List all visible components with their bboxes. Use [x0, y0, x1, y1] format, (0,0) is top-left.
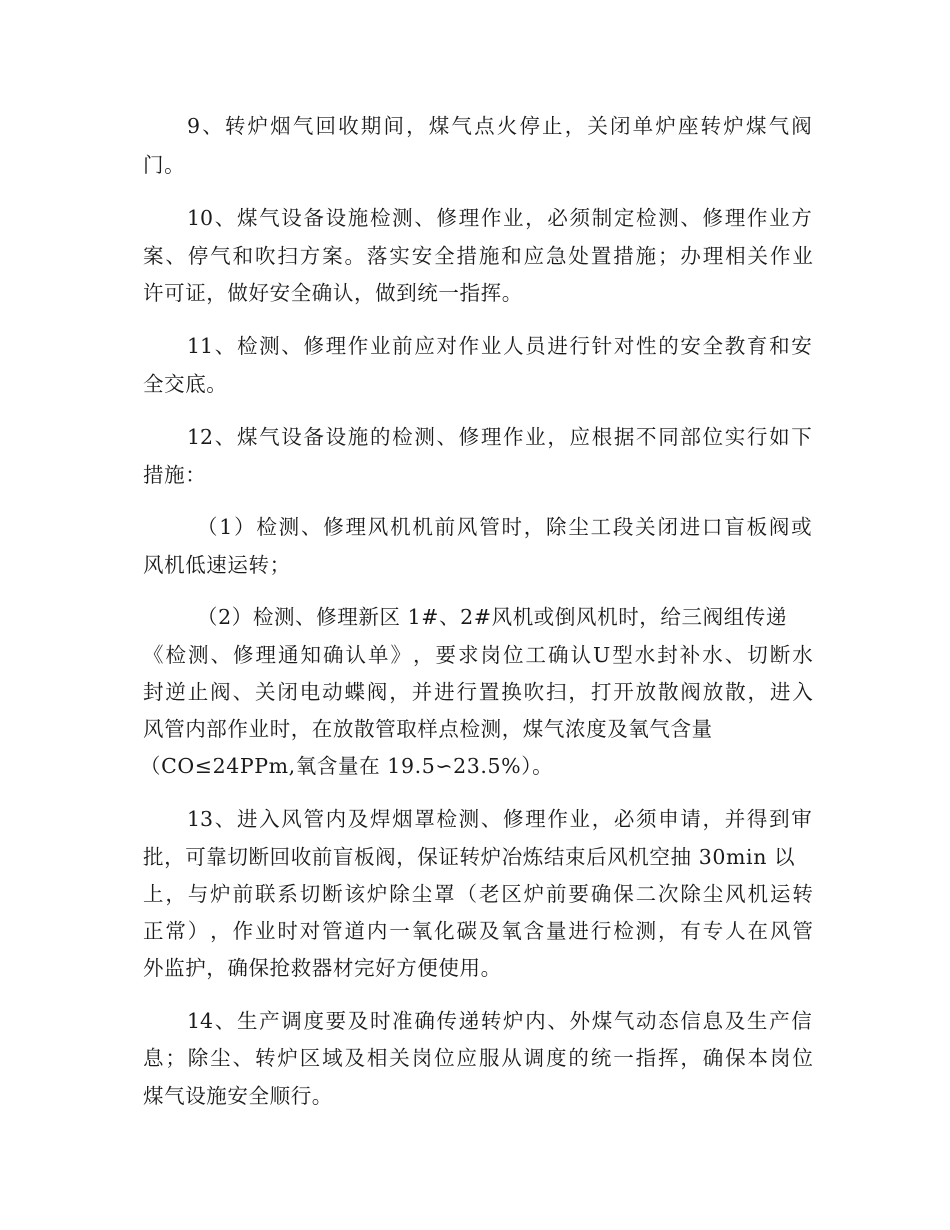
paragraph-12-line-1: 12 、 煤 气 设 备 设 施 的 检 测 、 修 理 作 业 ， 应 根 据 不 同 部 位 实 行 如 下: [187, 425, 812, 449]
measure-2-line-2: 《 检 测 、 修 理 通 知 确 认 单 》 ， 要 求 岗 位 工 确 认 U 型 水 封 补 水 、 切 断 水: [143, 643, 813, 667]
paragraph-14-line-2: 息 ； 除 尘 、 转 炉 区 域 及 相 关 岗 位 应 服 从 调 度 的 统 一 指 挥 ， 确 保 本 岗 位: [143, 1046, 813, 1070]
paragraph-10-line-1: 10 、 煤 气 设 备 设 施 检 测 、 修 理 作 业 ， 必 须 制 定 检 测 、 修 理 作 业 方: [187, 206, 812, 230]
paragraph-10-line-2: 案 、 停 气 和 吹 扫 方 案 。 落 实 安 全 措 施 和 应 急 处 置 措 施 ； 办 理 相 关 作 业: [143, 244, 813, 268]
paragraph-11-line-1: 11 、 检 测 、 修 理 作 业 前 应 对 作 业 人 员 进 行 针 对 性 的 安 全 教 育 和 安: [187, 334, 812, 358]
paragraph-13-line-3: 上 ， 与 炉 前 联 系 切 断 该 炉 除 尘 罩 （ 老 区 炉 前 要 确 保 二 次 除 尘 风 机 运 转: [143, 882, 813, 906]
paragraph-12-line-2: 措施：: [143, 463, 207, 487]
paragraph-9-line-1: 9 、 转 炉 烟 气 回 收 期 间 ， 煤 气 点 火 停 止 ， 关 闭 单 炉 座 转 炉 煤 气 阀: [187, 114, 812, 138]
paragraph-14-line-3: 煤气设施安全顺行。: [143, 1084, 333, 1108]
paragraph-13-line-5: 外监护，确保抢救器材完好方便使用。: [143, 956, 502, 980]
measure-1-line-2: 风机低速运转；: [143, 553, 291, 577]
paragraph-10-line-3: 许可证，做好安全确认，做到统一指挥。: [143, 281, 523, 305]
measure-2-line-1: （2）检测、修理新区 1#、2#风机或倒风机时，给三阀组传递: [197, 605, 787, 629]
paragraph-13-line-2: 批，可靠切断回收前盲板阀，保证转炉冶炼结束后风机空抽 30min 以: [143, 845, 796, 869]
paragraph-13-line-4: 正 常 ） ， 作 业 时 对 管 道 内 一 氧 化 碳 及 氧 含 量 进 行 检 测 ， 有 专 人 在 风 管: [143, 919, 813, 943]
paragraph-11-line-2: 全交底。: [143, 372, 228, 396]
measure-2-line-3: 封 逆 止 阀 、 关 闭 电 动 蝶 阀 ， 并 进 行 置 换 吹 扫 ， 打 开 放 散 阀 放 散 ， 进 入: [143, 680, 813, 704]
measure-1-line-1: （ 1 ） 检 测 、 修 理 风 机 机 前 风 管 时 ， 除 尘 工 段 关 闭 进 口 盲 板 阀 或: [197, 515, 812, 539]
paragraph-13-line-1: 13 、 进 入 风 管 内 及 焊 烟 罩 检 测 、 修 理 作 业 ， 必 须 申 请 ， 并 得 到 审: [187, 807, 812, 831]
paragraph-9-line-2: 门。: [143, 153, 186, 177]
measure-2-line-4: 风管内部作业时，在放散管取样点检测，煤气浓度及氧气含量: [143, 717, 713, 741]
measure-2-line-5: （CO≤24PPm,氧含量在 19.5∽23.5%）。: [140, 754, 554, 778]
paragraph-14-line-1: 14 、 生 产 调 度 要 及 时 准 确 传 递 转 炉 内 、 外 煤 气 动 态 信 息 及 生 产 信: [187, 1009, 812, 1033]
